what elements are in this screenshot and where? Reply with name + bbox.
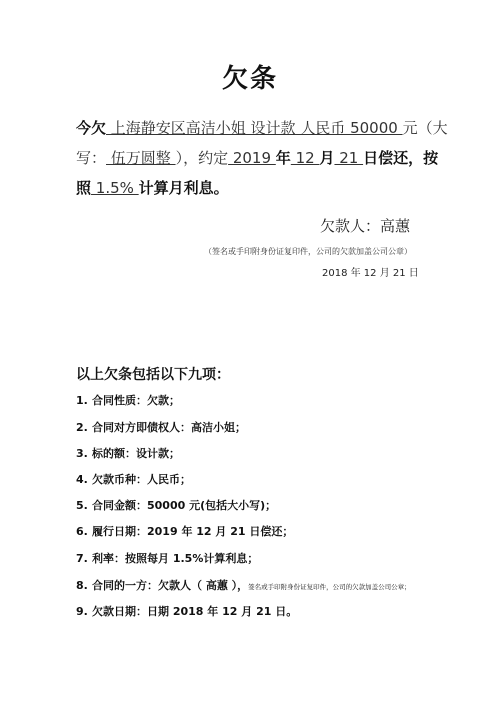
summary-item [76,603,297,619]
write-label: 写： [76,149,107,167]
summary-item [76,471,191,487]
item-text: 合同性质：欠款； [92,394,180,407]
debtor-signature: 欠款人：高蕙 [320,217,411,235]
agreed-text: ），约定 [175,149,229,167]
summary-item [76,419,246,435]
item-number: 7. [76,552,88,565]
body-line-3 [76,173,428,203]
summary-item [76,577,411,593]
body-line-2 [76,143,439,173]
summary-item [76,550,258,566]
repay-day: 21 [334,149,364,167]
item-text: 合同金额：50000 元(包括大小写)； [92,499,277,512]
summary-heading: 以上欠条包括以下九项： [76,367,230,383]
year-label: 年 [275,149,291,167]
item-text: 欠款币种：人民币； [92,473,191,486]
summary-item [76,392,180,408]
amount-in-words: 伍万圆整 [106,149,176,167]
summary-item [76,445,180,461]
item-number: 5. [76,499,88,512]
item-note: 签名或手印附身份证复印件，公司的欠款加盖公司公章； [248,583,411,591]
repay-text: 日偿还，按 [363,149,439,167]
signature-note: （签名或手印附身份证复印件，公司的欠款加盖公司公章） [204,247,412,256]
item-number: 6. [76,525,88,538]
interest-text: 计算月利息。 [138,179,229,197]
interest-rate: 1.5% [91,179,139,197]
item-number: 2. [76,421,88,434]
item-text: 利率：按照每月 1.5%计算利息； [92,552,259,565]
item-number: 9. [76,605,88,618]
item-number: 1. [76,394,88,407]
item-text: 欠款日期：日期 2018 年 12 月 21 日。 [92,605,298,618]
repay-month: 12 [290,149,320,167]
summary-item [76,497,276,513]
item-text: 履行日期：2019 年 12 月 21 日偿还； [92,525,294,538]
creditor-amount-fill: 上海静安区高洁小姐 设计款 人民币 50000 [106,119,403,137]
unit-text: 元（大 [402,119,448,137]
item-number: 8. [76,579,88,592]
document-title: 欠条 [221,64,278,94]
repay-year: 2019 [228,149,276,167]
item-text: 合同的一方：欠款人（ 高蕙 ）， [92,579,249,592]
summary-item [76,523,293,539]
item-text: 标的额：设计款； [92,447,180,460]
issue-date: 2018 年 12 月 21 日 [322,268,419,279]
according-text: 照 [76,179,92,197]
item-number: 4. [76,473,88,486]
body-line-1 [76,113,448,143]
item-number: 3. [76,447,88,460]
body-prefix: 今欠 [76,119,107,137]
month-label: 月 [319,149,335,167]
item-text: 合同对方即债权人：高洁小姐； [92,421,246,434]
